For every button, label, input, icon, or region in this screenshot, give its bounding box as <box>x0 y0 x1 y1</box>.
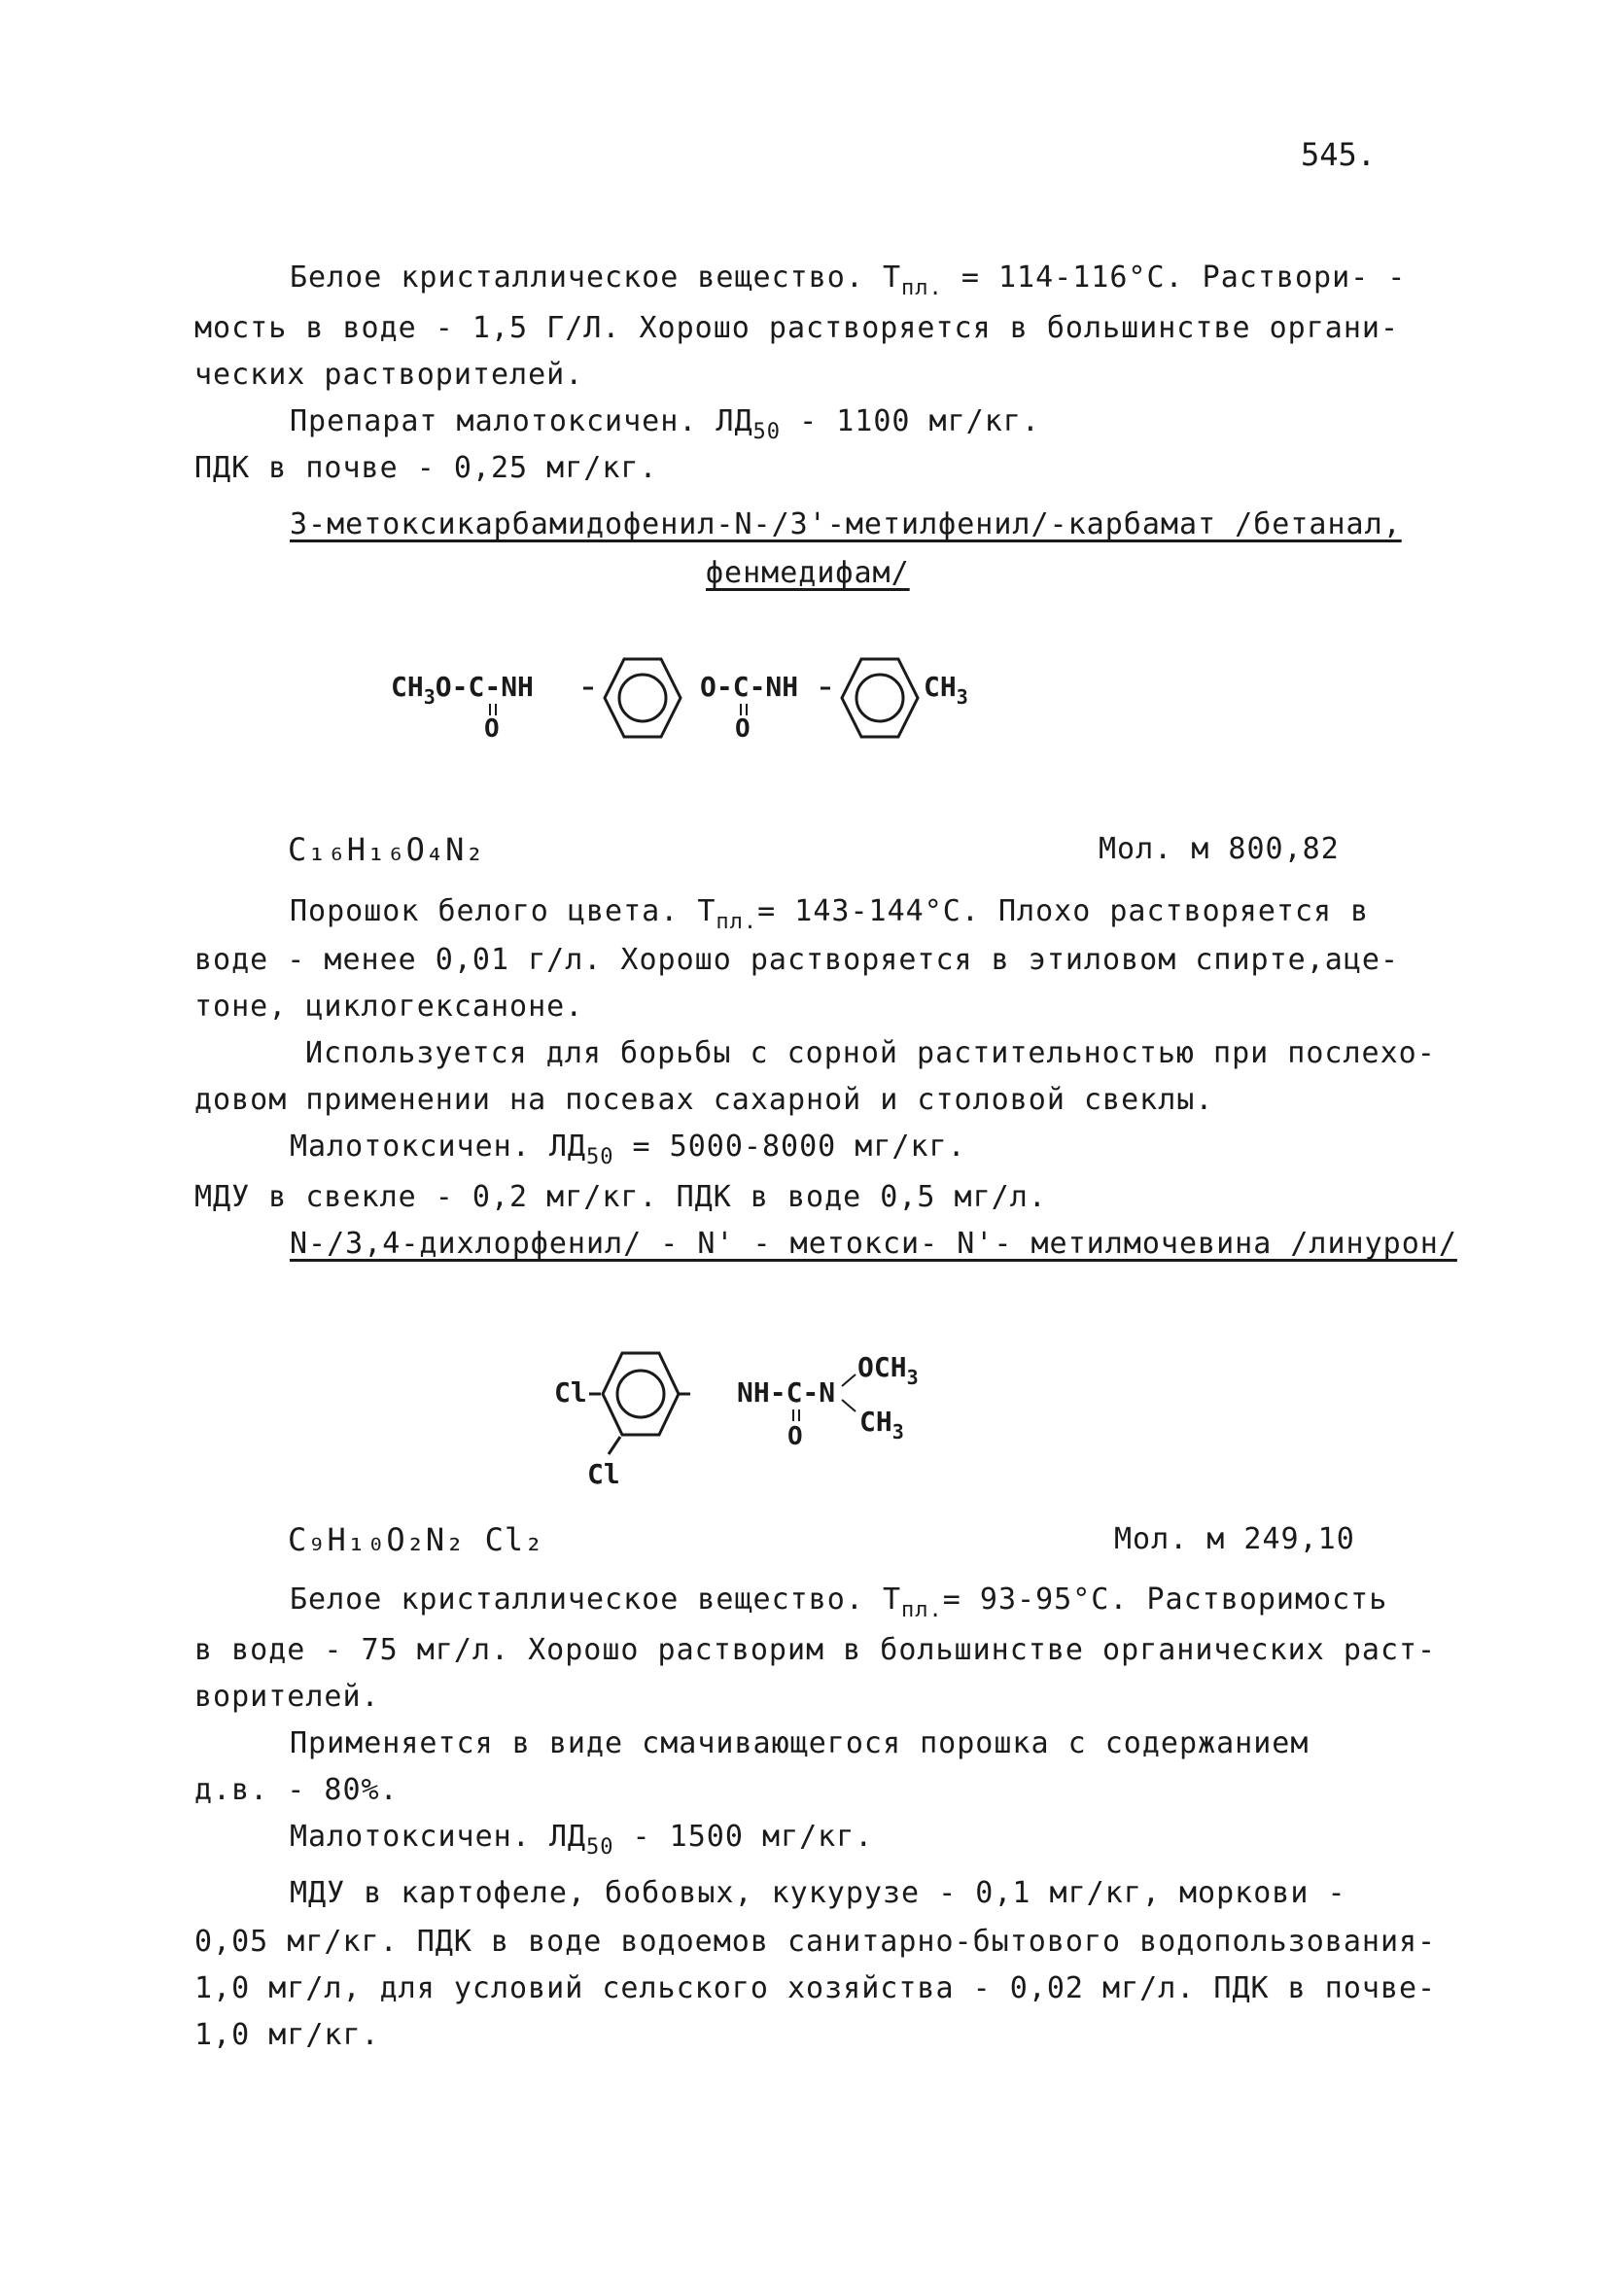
para1-line4 <box>290 404 1040 450</box>
text: - 1100 мг/кг. <box>781 404 1040 438</box>
compound1-p1-line3: тоне, циклогексаноне. <box>194 990 584 1024</box>
svg-text:CH3: $CH_3$ <box>859 1406 904 1444</box>
compound1-p3-line1 <box>290 1130 966 1175</box>
svg-text:CH3: $CH_3$ <box>924 671 968 709</box>
compound1-p2-line2: довом применении на посевах сахарной и столовой свеклы. <box>194 1083 1214 1117</box>
compound2-p1-line1 <box>290 1583 1387 1628</box>
compound2-p1-line3: ворителей. <box>194 1680 380 1714</box>
compound1-title-line2: фенмедифам/ <box>706 556 910 590</box>
compound2-p4-line4: 1,0 мг/кг. <box>194 2018 380 2052</box>
text: Белое кристаллическое вещество. Т <box>290 1583 902 1617</box>
compound2-title: N-/3,4-дихлорфенил/ - N' - метокси- N'- метилмочевина /линурон/ <box>290 1227 1457 1261</box>
compound1-title-line1: 3-метоксикарбамидофенил-N-/3'-метилфенил/-карбамат /бетанал, <box>290 507 1402 541</box>
compound1-p1-line2: воде - менее 0,01 г/л. Хорошо растворяется в этиловом спирте,аце- <box>194 943 1399 977</box>
compound1-p4-line1: МДУ в свекле - 0,2 мг/кг. ПДК в воде 0,5 мг/л. <box>194 1180 1047 1214</box>
text: = 93-95°С. Растворимость <box>942 1583 1388 1617</box>
para1-line1 <box>290 261 1406 306</box>
svg-text:Cl: Cl <box>587 1458 620 1490</box>
svg-text:O-C-NH: O-C-NH <box>700 671 799 703</box>
compound2-p4-line3: 1,0 мг/л, для условий сельского хозяйства - 0,02 мг/л. ПДК в почве- <box>194 1971 1437 2005</box>
svg-text:Cl: Cl <box>554 1376 587 1409</box>
svg-text:O: O <box>735 714 751 744</box>
para1-line2: мость в воде - 1,5 Г/Л. Хорошо растворяется в большинстве органи- <box>194 311 1399 345</box>
svg-text:NH-C-N: NH-C-N <box>737 1376 836 1409</box>
text: = 5000-8000 мг/кг. <box>613 1130 966 1164</box>
subscript: 50 <box>752 420 782 444</box>
compound2-structure <box>544 1322 992 1501</box>
subscript: пл. <box>901 1598 943 1622</box>
text: = 114-116°С. Раствори- - <box>942 261 1407 295</box>
subscript: 50 <box>585 1145 614 1169</box>
compound2-mol-mass: Мол. м 249,10 <box>1114 1522 1355 1556</box>
svg-text:CH3O-C-NH: $CH_3O-C-NH$ <box>391 671 534 709</box>
compound2-formula: C₉H₁₀O₂N₂ Cl₂ <box>288 1521 544 1558</box>
compound2-p3-line1 <box>290 1820 873 1865</box>
compound2-p4-line2: 0,05 мг/кг. ПДК в воде водоемов санитарно-бытового водопользования- <box>194 1925 1437 1959</box>
subscript: 50 <box>585 1835 614 1860</box>
para1-line5: ПДК в почве - 0,25 мг/кг. <box>194 451 658 485</box>
svg-text:O: O <box>484 714 500 744</box>
compound2-p2-line1: Применяется в виде смачивающегося порошка с содержанием <box>290 1726 1310 1760</box>
text: Малотоксичен. ЛД <box>290 1130 586 1164</box>
svg-text:OCH3: $OCH_3$ <box>857 1351 919 1389</box>
compound1-mol-mass: Мол. м 800,82 <box>1099 832 1340 866</box>
compound2-p1-line2: в воде - 75 мг/л. Хорошо растворим в большинстве органических раст- <box>194 1633 1437 1667</box>
text: Порошок белого цвета. Т <box>290 894 716 928</box>
text: Малотоксичен. ЛД <box>290 1820 586 1854</box>
compound2-p4-line1: МДУ в картофеле, бобовых, кукурузе - 0,1 мг/кг, моркови - <box>290 1876 1346 1910</box>
text: = 143-144°С. Плохо растворяется в <box>757 894 1370 928</box>
para1-line3: ческих растворителей. <box>194 358 584 392</box>
compound2-p2-line2: д.в. - 80%. <box>194 1773 399 1807</box>
compound1-p2-line1: Используется для борьбы с сорной растительностью при послехо- <box>305 1036 1436 1070</box>
svg-text:O: O <box>787 1422 803 1451</box>
compound1-p1-line1 <box>290 894 1369 940</box>
text: Препарат малотоксичен. ЛД <box>290 404 753 438</box>
page-number: 545. <box>1301 136 1377 173</box>
compound1-formula: C₁₆H₁₆O₄N₂ <box>288 831 485 868</box>
subscript: пл. <box>901 276 943 300</box>
compound1-structure <box>369 622 1050 782</box>
text: - 1500 мг/кг. <box>613 1820 874 1854</box>
subscript: пл. <box>716 910 758 934</box>
text: Белое кристаллическое вещество. Т <box>290 261 902 295</box>
